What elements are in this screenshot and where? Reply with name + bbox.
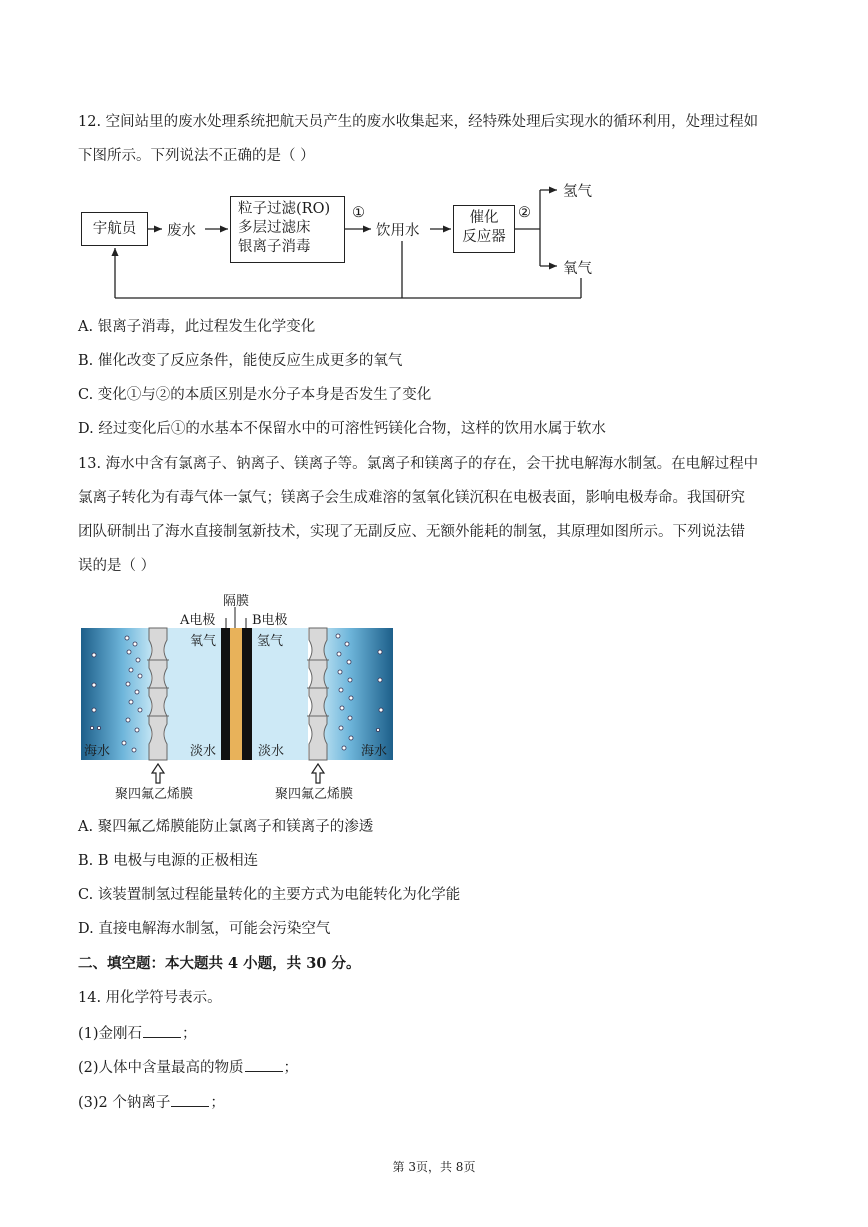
ptfe-right-label: 聚四氟乙烯膜 [275,787,354,802]
page-footer: 第 3页，共 8页 [392,1160,476,1174]
q14-item-2-text: (2)人体中含量最高的物质 [78,1060,244,1076]
q14-stem: 14. 用化学符号表示。 [78,990,222,1006]
filter-line-bed: 多层过滤床 [238,220,311,236]
separator-membrane [230,628,242,760]
q14-item-1 [78,1023,197,1044]
q14-item-2 [78,1057,298,1078]
answer-blank-3[interactable] [171,1092,209,1107]
q12-stem-line1: 12. 空间站里的废水处理系统把航天员产生的废水收集起来，经特殊处理后实现水的循环利用，处理过程如 [78,114,759,130]
section-heading: 二、填空题：本大题共 4 小题，共 30 分。 [78,955,361,972]
q12-flow-lines [0,0,868,320]
q12-option-d: D. 经过变化后①的水基本不保留水中的可溶性钙镁化合物，这样的饮用水属于软水 [78,421,606,437]
answer-blank-2[interactable] [245,1057,283,1072]
oxygen-label: 氧气 [563,261,592,277]
q12-option-b: B. 催化改变了反应条件，能使反应生成更多的氧气 [78,353,403,369]
separator-label: 隔膜 [223,594,250,609]
filter-line-silver: 银离子消毒 [238,239,311,255]
q14-item-1-text: (1)金刚石 [78,1026,143,1042]
q14-item-3-punct: ； [210,1095,225,1111]
fresh-water-left-label: 淡水 [190,744,217,759]
q14-item-3-text: (3)2 个钠离子 [78,1095,171,1111]
oxygen-gas-label: 氧气 [190,634,217,649]
q13-stem-line2: 氯离子转化为有毒气体一氯气；镁离子会生成难溶的氢氧化镁沉积在电极表面，影响电极寿命。我国研究 [78,490,745,506]
q13-stem-line3: 团队研制出了海水直接制氢新技术，实现了无副反应、无额外能耗的制氢，其原理如图所示。下列说法错 [78,524,745,540]
ptfe-left-label: 聚四氟乙烯膜 [115,787,194,802]
filter-line-ro: 粒子过滤(RO) [238,201,331,217]
step1-marker: ① [352,205,365,221]
q13-option-c: C. 该装置制氢过程能量转化的主要方式为电能转化为化学能 [78,887,461,903]
q14-item-2-punct: ； [283,1060,299,1076]
q12-option-c: C. 变化①与②的本质区别是水分子本身是否发生了变化 [78,387,432,403]
reactor-line2: 反应器 [462,229,506,245]
electrolysis-cell [0,580,868,810]
astronaut-box [81,212,148,246]
filter-box [230,196,345,263]
wastewater-label: 废水 [167,223,196,239]
ptfe-arrows [152,764,324,783]
electrode-a-label: A电极 [180,613,216,628]
q13-option-d: D. 直接电解海水制氢，可能会污染空气 [78,921,331,937]
q12-option-a: A. 银离子消毒，此过程发生化学变化 [78,319,316,335]
reactor-box [453,205,515,253]
hydrogen-label: 氢气 [563,184,592,200]
reactor-line1: 催化 [469,210,499,226]
answer-blank-1[interactable] [143,1023,181,1038]
astronaut-label: 宇航员 [92,221,137,237]
q13-stem-line4: 误的是（ ） [78,558,156,574]
step2-marker: ② [518,205,531,221]
q12-stem-line2: 下图所示。下列说法不正确的是（ ） [78,148,315,164]
electrode-b-label: B电极 [252,613,288,628]
electrode-b [242,628,252,760]
seawater-right-label: 海水 [361,744,388,759]
drinking-water-label: 饮用水 [376,223,420,239]
q13-option-b: B. B 电极与电源的正极相连 [78,853,259,869]
fresh-water-right-label: 淡水 [258,744,285,759]
q13-stem-line1: 13. 海水中含有氯离子、钠离子、镁离子等。氯离子和镁离子的存在，会干扰电解海水制氢。在电解过程中 [78,456,759,472]
q14-item-1-punct: ； [182,1026,197,1042]
electrode-a [221,628,230,760]
q13-option-a: A. 聚四氟乙烯膜能防止氯离子和镁离子的渗透 [78,819,374,835]
q14-item-3 [78,1092,225,1113]
seawater-left-label: 海水 [84,744,111,759]
hydrogen-gas-label: 氢气 [257,634,284,649]
